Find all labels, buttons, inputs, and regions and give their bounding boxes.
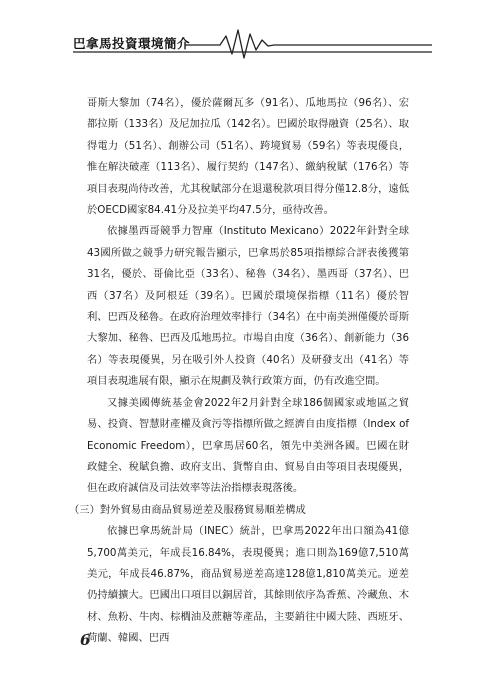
paragraph-ranking-continued: 哥斯大黎加（74名），優於薩爾瓦多（91名）、瓜地馬拉（96名）、宏都拉斯（133名）及尼加拉瓜（142名）。巴國於取得融資（25名）、取得電力（51名）、創辦公司（51名）、跨境貿易（59名）等表現優良，惟在解決破產（113名）、履行契約（147名）、繳納稅賦（176名）等項目表現尚待改善，尤其稅賦部分在退還稅款項目得分僅12.8分，遠低於OECD國家84.41分及拉美平均47.5分，亟待改善。 xyxy=(87,97,409,217)
waveform-icon xyxy=(185,30,432,58)
paragraph-competitiveness: 依據墨西哥競爭力智庫（Instituto Mexicano）2022年針對全球43國所做之競爭力研究報告顯示，巴拿馬於85項指標綜合評表後獲第31名，優於、哥倫比亞（33名）、秘魯（34名）、墨西哥（37名）、巴西（37名）及阿根廷（39名）。巴國於環境保指標（11名）優於智利、巴西及秘魯。在政府治理效率排行（34名）在中南美洲僅優於哥斯大黎加、秘魯、巴西及瓜地馬拉。市場自由度（36名）、創新能力（36名）等表現優異，另在吸引外人投資（40名）及研發支出（41名）等項目表現進展有限，顯示在規劃及執行政策方面，仍有改進空間。 xyxy=(87,225,410,388)
paragraph-economic-freedom: 又據美國傳統基金會2022年2月針對全球186個國家或地區之貿易、投資、智慧財產權及貪污等指標所做之經濟自由度指標（Index of Economic Freedom），巴拿馬居60名，領先中美洲各國。巴國在財政健全、稅賦負擔、政府支出、貨幣自由、貿易自由等項目表現優異，但在政府誠信及司法效率等法治指標表現落後。 xyxy=(87,396,409,495)
body-text xyxy=(69,93,410,650)
page-number: 6 xyxy=(80,631,91,649)
header-title: 巴拿馬投資環境簡介 xyxy=(73,36,191,51)
header-decoration xyxy=(0,0,480,60)
page-header xyxy=(0,0,480,60)
section-heading-trade: （三）對外貿易由商品貿易逆差及服務貿易順差構成 xyxy=(69,503,306,516)
paragraph-trade: 依據巴拿馬統計局（INEC）統計，巴拿馬2022年出口額為41億5,700萬美元，年成長16.84%，表現優異；進口則為169億7,510萬美元，年成長46.87%，商品貿易逆差高達128億1,810萬美元。逆差仍持續擴大。巴國出口項目以銅居首，其餘則依序為香蕉、冷藏魚、木材、魚粉、牛肉、棕櫚油及蔗糖等產品，主要銷往中國大陸、西班牙、荷蘭、韓國、巴西 xyxy=(87,525,409,645)
